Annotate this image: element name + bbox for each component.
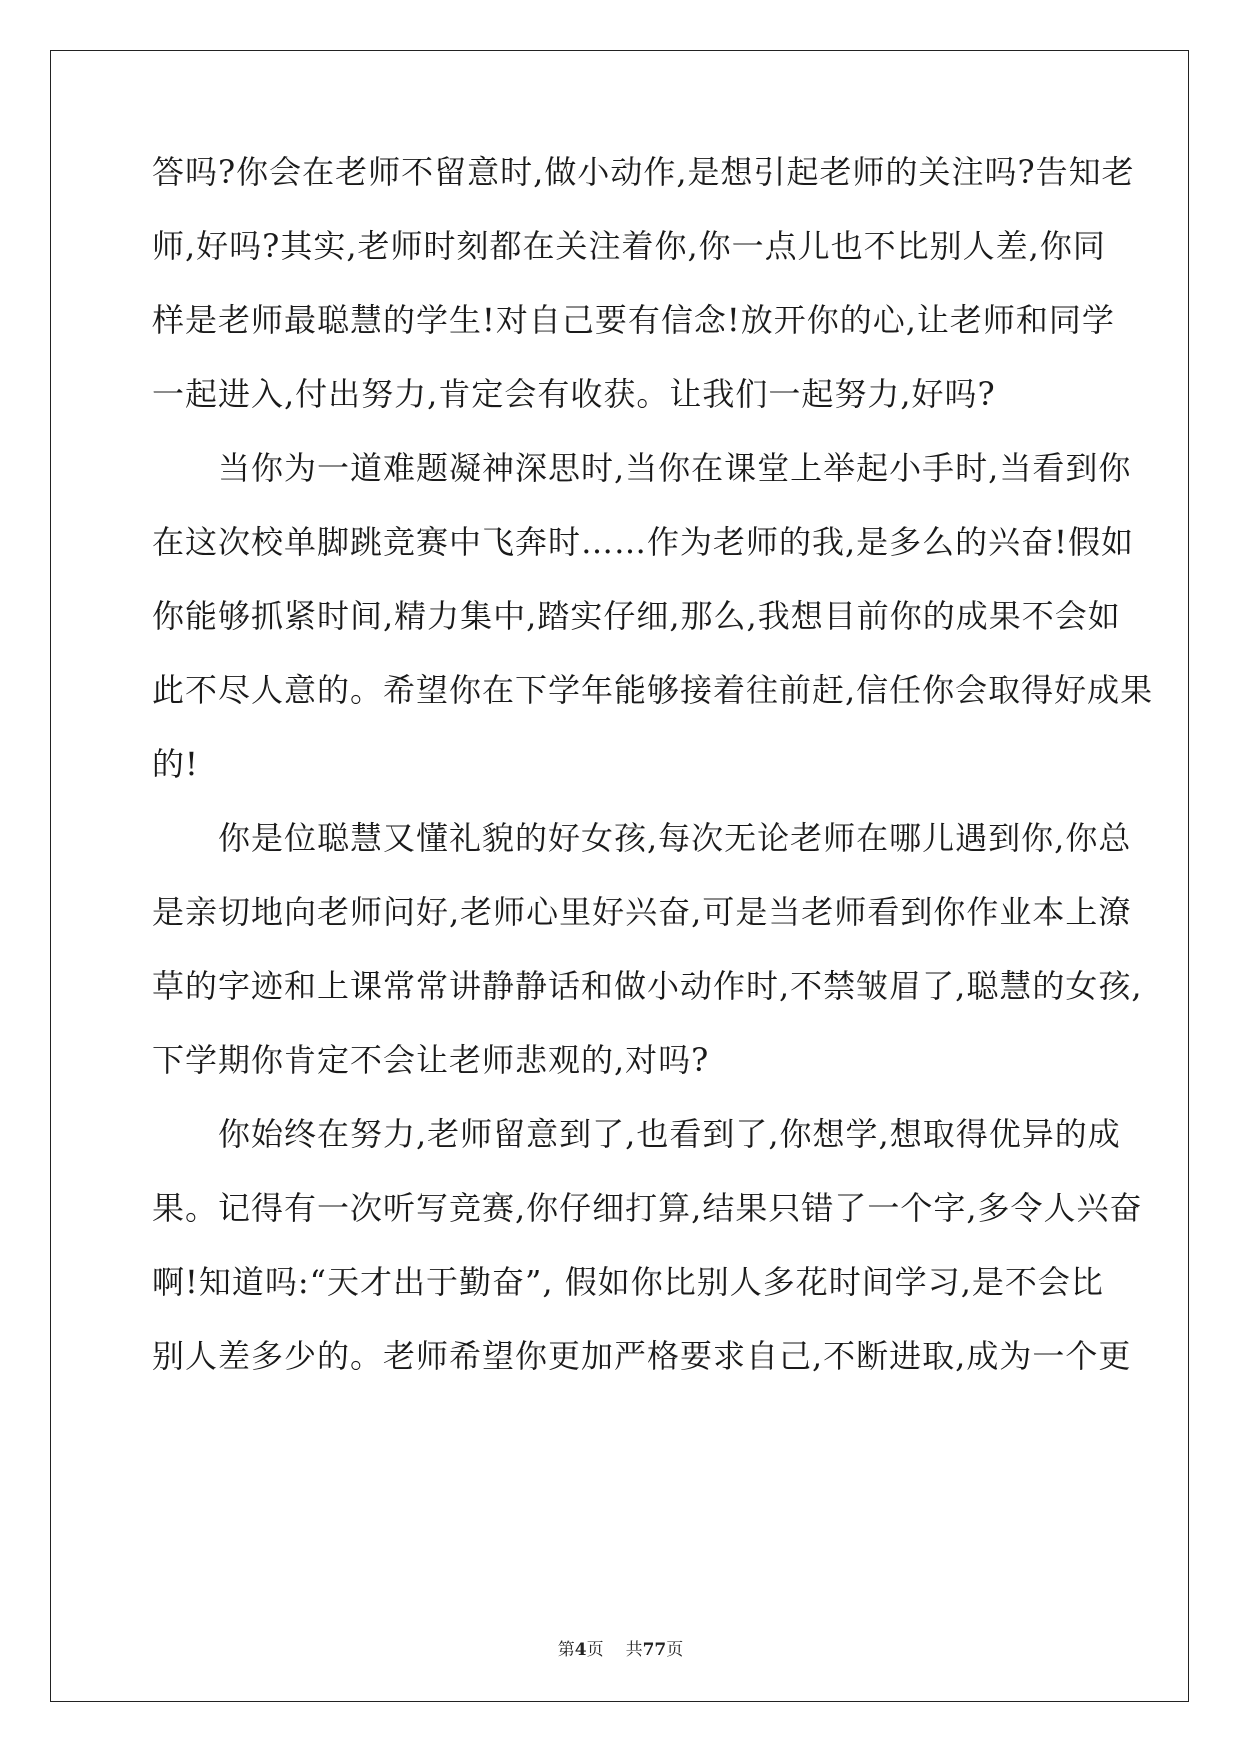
total-prefix: 共: [625, 1640, 643, 1660]
text-line: 答吗?你会在老师不留意时,做小动作,是想引起老师的关注吗?告知老: [152, 153, 1135, 191]
text-line: 别人差多少的。老师希望你更加严格要求自己,不断进取,成为一个更: [152, 1337, 1132, 1375]
total-suffix: 页: [666, 1640, 684, 1660]
text-line: 在这次校单脚跳竞赛中飞奔时……作为老师的我,是多么的兴奋!假如: [152, 523, 1135, 561]
text-line: 啊!知道吗:“天才出于勤奋”, 假如你比别人多花时间学习,是不会比: [152, 1263, 1104, 1301]
total-pages: 77: [642, 1640, 667, 1660]
text-line: 一起进入,付出努力,肯定会有收获。让我们一起努力,好吗?: [152, 375, 996, 413]
page-prefix: 第: [557, 1640, 575, 1660]
text-line: 你始终在努力,老师留意到了,也看到了,你想学,想取得优异的成: [152, 1115, 1121, 1153]
text-line: 下学期你肯定不会让老师悲观的,对吗?: [152, 1041, 710, 1079]
text-line: 师,好吗?其实,老师时刻都在关注着你,你一点儿也不比别人差,你同: [152, 227, 1106, 265]
text-line: 你能够抓紧时间,精力集中,踏实仔细,那么,我想目前你的成果不会如: [152, 597, 1121, 635]
text-line: 草的字迹和上课常常讲静静话和做小动作时,不禁皱眉了,聪慧的女孩,: [152, 967, 1143, 1005]
text-line: 果。记得有一次听写竞赛,你仔细打算,结果只错了一个字,多令人兴奋: [152, 1189, 1143, 1227]
text-line: 此不尽人意的。希望你在下学年能够接着往前赶,信任你会取得好成果: [152, 671, 1154, 709]
page-border: [50, 50, 1189, 1702]
page-number: 4: [574, 1640, 587, 1660]
text-line: 样是老师最聪慧的学生!对自己要有信念!放开你的心,让老师和同学: [152, 301, 1115, 339]
text-line: 是亲切地向老师问好,老师心里好兴奋,可是当老师看到你作业本上潦: [152, 893, 1132, 931]
page-suffix: 页: [586, 1640, 604, 1660]
text-line: 当你为一道难题凝神深思时,当你在课堂上举起小手时,当看到你: [152, 449, 1132, 487]
text-line: 的!: [152, 745, 199, 783]
page-footer: [0, 1638, 1241, 1662]
text-line: 你是位聪慧又懂礼貌的好女孩,每次无论老师在哪儿遇到你,你总: [152, 819, 1132, 857]
